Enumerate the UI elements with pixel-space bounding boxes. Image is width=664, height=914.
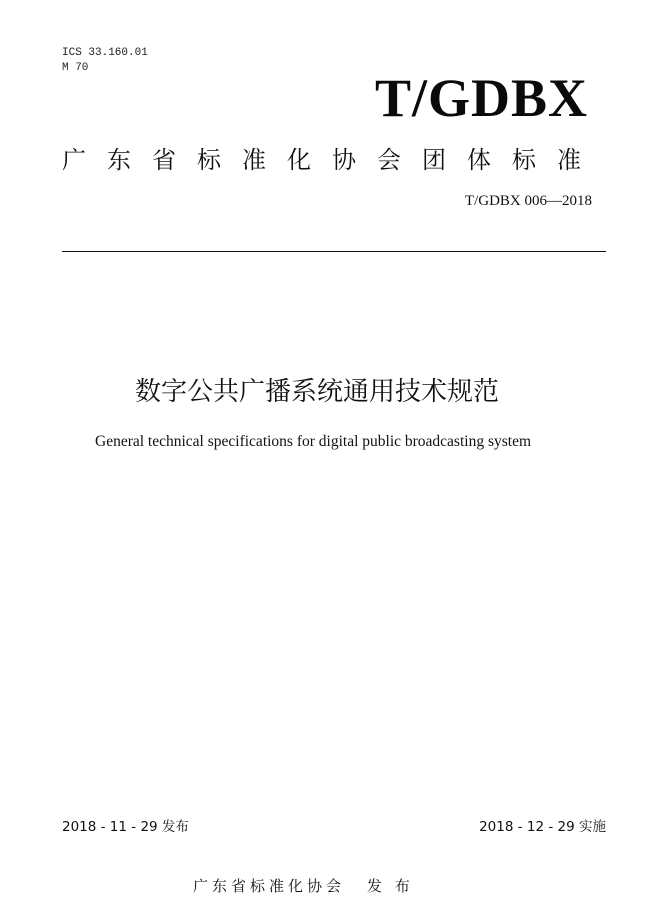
ccs-code: M 70 — [62, 62, 89, 74]
publisher-line — [193, 875, 414, 896]
implementation-date: 2018 - 12 - 29 实施 — [479, 819, 606, 835]
publisher-action: 发 布 — [367, 877, 414, 895]
standard-brand-mark: T/GDBX — [374, 68, 588, 128]
document-title-chinese: 数字公共广播系统通用技术规范 — [134, 377, 499, 407]
document-title-english: General technical specifications for digital public broadcasting system — [95, 433, 532, 450]
header-divider — [62, 251, 606, 252]
standard-number: T/GDBX 006—2018 — [464, 193, 592, 209]
organization-standard-title: 广东省标准化协会团体标准 — [62, 146, 602, 174]
issue-date: 2018 - 11 - 29 发布 — [62, 819, 189, 835]
publisher-organization: 广东省标准化协会 — [193, 877, 346, 895]
ics-code: ICS 33.160.01 — [62, 47, 148, 59]
classification-codes — [62, 46, 148, 76]
